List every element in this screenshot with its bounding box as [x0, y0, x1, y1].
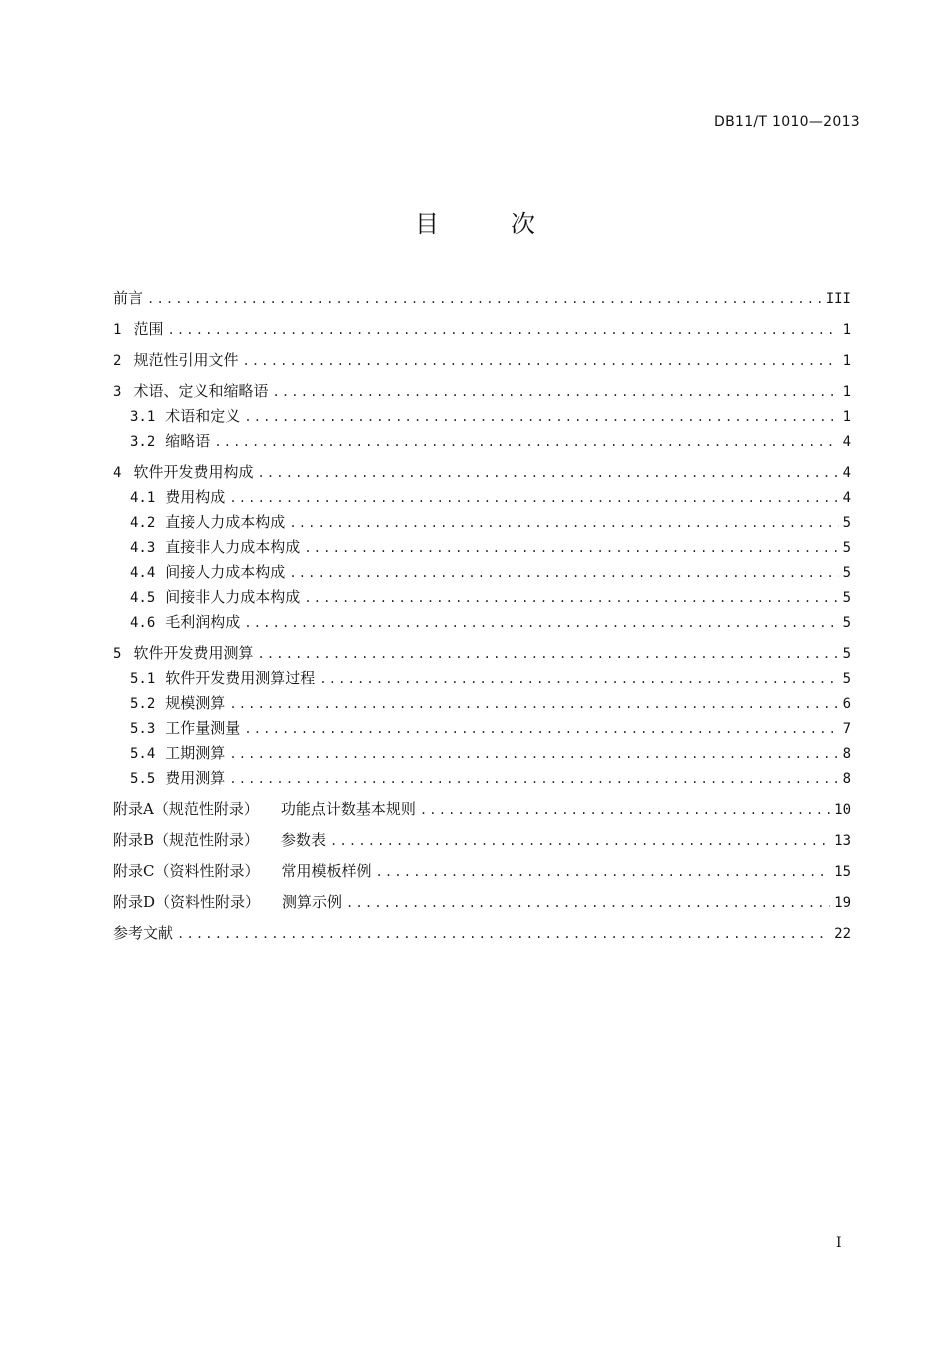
toc-number: 4.4 — [130, 565, 156, 581]
toc-leader — [147, 287, 822, 312]
toc-entry-appendix-d[interactable] — [113, 890, 851, 915]
toc-number: 3 — [113, 384, 122, 400]
toc-entry[interactable] — [113, 510, 851, 535]
toc-leader — [289, 511, 838, 536]
toc-page: 4 — [842, 465, 851, 481]
toc-label: 参考文献 — [113, 924, 174, 942]
toc-leader — [177, 922, 830, 947]
toc-page: 4 — [842, 490, 851, 506]
toc-page: 5 — [842, 671, 851, 687]
toc-leader — [376, 860, 831, 885]
toc-appendix-title: 参数表 — [281, 831, 327, 849]
toc-leader — [289, 561, 838, 586]
toc-entry[interactable] — [113, 348, 851, 373]
toc-leader — [304, 536, 838, 561]
toc-leader — [244, 405, 838, 430]
toc-page: 1 — [842, 384, 851, 400]
toc-page: 5 — [842, 646, 851, 662]
toc-number: 5 — [113, 646, 122, 662]
toc-page: 1 — [842, 353, 851, 369]
toc-appendix-title: 功能点计数基本规则 — [280, 800, 416, 818]
toc-page: 15 — [834, 864, 851, 880]
toc-appendix-title: 常用模板样例 — [281, 862, 372, 880]
toc-leader — [257, 461, 838, 486]
toc-number: 4 — [113, 465, 122, 481]
toc-leader — [167, 318, 838, 343]
toc-label: 直接人力成本构成 — [165, 513, 286, 531]
toc-entry-references[interactable] — [113, 921, 851, 946]
toc-appendix-title: 测算示例 — [282, 893, 343, 911]
toc-appendix-label: 附录C（资料性附录） — [113, 862, 260, 880]
toc-page: 22 — [834, 926, 851, 942]
toc-leader — [420, 798, 830, 823]
toc-label: 费用构成 — [165, 488, 226, 506]
toc-number: 5.3 — [130, 721, 156, 737]
toc-page: 8 — [842, 771, 851, 787]
page-number: I — [836, 1235, 842, 1251]
toc-leader — [257, 642, 838, 667]
toc-appendix-label: 附录A（规范性附录） — [113, 800, 259, 818]
toc-leader — [229, 692, 838, 717]
toc-entry-appendix-c[interactable] — [113, 859, 851, 884]
toc-page: 4 — [842, 434, 851, 450]
toc-page: 7 — [842, 721, 851, 737]
toc-entry[interactable] — [113, 485, 851, 510]
toc-entry[interactable] — [113, 716, 851, 741]
toc-leader — [214, 430, 838, 455]
table-of-contents — [113, 286, 851, 946]
toc-page: 5 — [842, 615, 851, 631]
toc-page: 8 — [842, 746, 851, 762]
toc-page: 5 — [842, 565, 851, 581]
toc-leader — [272, 380, 838, 405]
toc-label: 软件开发费用测算过程 — [165, 669, 316, 687]
toc-page: 1 — [842, 322, 851, 338]
toc-leader — [346, 891, 830, 916]
toc-entry[interactable] — [113, 641, 851, 666]
toc-label: 毛利润构成 — [165, 613, 241, 631]
toc-label: 间接非人力成本构成 — [165, 588, 301, 606]
toc-number: 4.2 — [130, 515, 156, 531]
toc-entry[interactable] — [113, 379, 851, 404]
toc-entry[interactable] — [113, 317, 851, 342]
toc-entry-appendix-a[interactable] — [113, 797, 851, 822]
toc-number: 5.1 — [130, 671, 156, 687]
toc-number: 4.3 — [130, 540, 156, 556]
toc-number: 4.5 — [130, 590, 156, 606]
toc-label: 软件开发费用测算 — [133, 644, 254, 662]
toc-entry[interactable] — [113, 766, 851, 791]
toc-entry[interactable] — [113, 560, 851, 585]
toc-number: 1 — [113, 322, 122, 338]
toc-number: 4.1 — [130, 490, 156, 506]
toc-entry[interactable] — [113, 610, 851, 635]
toc-number: 5.5 — [130, 771, 156, 787]
toc-leader — [244, 611, 838, 636]
toc-leader — [319, 667, 838, 692]
toc-entry[interactable] — [113, 585, 851, 610]
toc-page: 10 — [834, 802, 851, 818]
toc-leader — [242, 349, 838, 374]
toc-label: 直接非人力成本构成 — [165, 538, 301, 556]
toc-number: 4.6 — [130, 615, 156, 631]
toc-entry-appendix-b[interactable] — [113, 828, 851, 853]
toc-entry[interactable] — [113, 666, 851, 691]
toc-leader — [330, 829, 830, 854]
toc-page: 6 — [842, 696, 851, 712]
toc-appendix-label: 附录D（资料性附录） — [113, 893, 261, 911]
toc-leader — [304, 586, 838, 611]
toc-label: 规范性引用文件 — [133, 351, 239, 369]
toc-label: 缩略语 — [165, 432, 211, 450]
toc-number: 5.2 — [130, 696, 156, 712]
toc-label: 术语和定义 — [165, 407, 241, 425]
toc-number: 3.2 — [130, 434, 156, 450]
toc-entry[interactable] — [113, 460, 851, 485]
toc-label: 范围 — [133, 320, 164, 338]
toc-page: 5 — [842, 590, 851, 606]
page-title: 目 次 — [415, 210, 559, 238]
toc-label: 工期测算 — [165, 744, 226, 762]
toc-leader — [229, 486, 838, 511]
toc-label: 工作量测量 — [165, 719, 241, 737]
toc-number: 5.4 — [130, 746, 156, 762]
toc-number: 3.1 — [130, 409, 156, 425]
toc-number: 2 — [113, 353, 122, 369]
toc-label: 间接人力成本构成 — [165, 563, 286, 581]
toc-page: 13 — [834, 833, 851, 849]
toc-entry[interactable] — [113, 691, 851, 716]
toc-leader — [229, 742, 838, 767]
toc-entry[interactable] — [113, 429, 851, 454]
toc-label: 术语、定义和缩略语 — [133, 382, 269, 400]
toc-page: 19 — [834, 895, 851, 911]
standard-code: DB11/T 1010—2013 — [714, 114, 860, 130]
toc-leader — [229, 767, 838, 792]
toc-page: 1 — [842, 409, 851, 425]
toc-entry[interactable] — [113, 286, 851, 311]
toc-label: 前言 — [113, 289, 144, 307]
toc-entry[interactable] — [113, 404, 851, 429]
toc-appendix-label: 附录B（规范性附录） — [113, 831, 260, 849]
toc-label: 费用测算 — [165, 769, 226, 787]
toc-page: 5 — [842, 515, 851, 531]
toc-page: III — [825, 291, 851, 307]
toc-leader — [244, 717, 838, 742]
toc-page: 5 — [842, 540, 851, 556]
toc-label: 软件开发费用构成 — [133, 463, 254, 481]
toc-entry[interactable] — [113, 535, 851, 560]
toc-label: 规模测算 — [165, 694, 226, 712]
toc-entry[interactable] — [113, 741, 851, 766]
